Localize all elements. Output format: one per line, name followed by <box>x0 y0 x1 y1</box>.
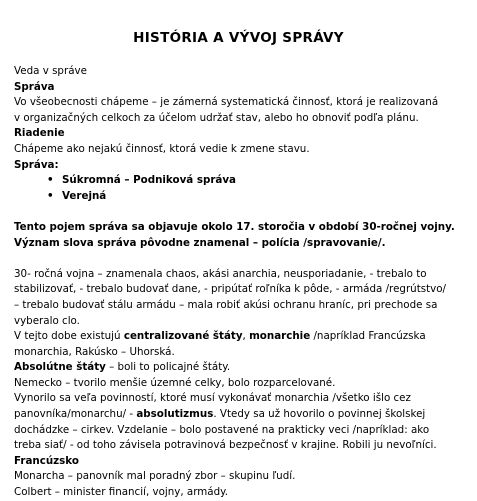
text-line: Veda v správe <box>14 65 87 77</box>
text-line <box>14 407 469 423</box>
text-line: v organizačných celkoch za účelom udržať stav, alebo ho obnoviť podľa plánu. <box>14 111 419 124</box>
text-line: Monarcha – panovník mal poradný zbor – skupinu ľudí. <box>14 470 296 483</box>
text-run: V tejto dobe existujú <box>14 330 124 343</box>
text-line: Nemecko – tvorilo menšie územné celky, bolo rozparcelované. <box>14 376 336 389</box>
text-run-bold: centralizované štáty <box>123 330 243 343</box>
list-item-label: Súkromná – Podniková správa <box>62 174 237 187</box>
list-item <box>14 173 469 189</box>
text-run-bold: absolutizmus <box>136 408 214 421</box>
spacer <box>14 204 469 220</box>
list-item <box>14 189 469 205</box>
text-line <box>14 329 469 345</box>
text-line: vyberalo clo. <box>14 314 80 327</box>
document-title: HISTÓRIA A VÝVOJ SPRÁVY <box>133 30 344 46</box>
text-run: . Vtedy sa už hovorilo o povinnej školskej <box>213 408 426 421</box>
text-line-bold: Význam slova správa pôvodne znamenal – polícia /spravovanie/. <box>14 236 386 249</box>
text-run: – boli to policajné štáty. <box>105 361 231 374</box>
section-heading-sprava: Správa <box>14 80 55 93</box>
section-heading-sprava-types: Správa: <box>14 158 59 171</box>
spacer <box>14 251 469 267</box>
bullet-icon: • <box>47 174 54 187</box>
sprava-types-list <box>14 173 469 204</box>
text-run: , <box>242 330 250 343</box>
text-line: Vo všeobecnosti chápeme – je zámerná systematická činnosť, ktorá je realizovaná <box>14 96 439 109</box>
text-line: stabilizovať, - trebalo budovať dane, - pripútať roľníka k pôde, - armáda /regrútstvo/ <box>14 283 447 296</box>
section-heading-riadenie: Riadenie <box>14 127 65 140</box>
text-line: Colbert – minister financií, vojny, armády. <box>14 486 229 499</box>
text-line-bold: Tento pojem správa sa objavuje okolo 17. storočia v období 30-ročnej vojny. <box>14 220 455 233</box>
document-body <box>14 64 469 501</box>
text-line: Vynorilo sa veľa povinností, ktoré musí vykonávať monarchia /všetko išlo cez <box>14 392 411 405</box>
text-run: panovníka/monarchu/ - <box>14 408 137 421</box>
text-line: treba siať/ - od toho závisela potravinová bezpečnosť v krajine. Robili ju nevoľníci. <box>14 439 437 452</box>
text-line <box>14 360 469 376</box>
text-line: dochádzke – cirkev. Vzdelanie – bolo postavené na prakticky veci /napríklad: ako <box>14 423 430 436</box>
text-run: /napríklad Francúzska <box>310 330 426 343</box>
text-line: Chápeme ako nejakú činnosť, ktorá vedie k zmene stavu. <box>14 142 310 155</box>
text-line: monarchia, Rakúsko – Uhorská. <box>14 345 175 358</box>
list-item-label: Verejná <box>62 189 107 202</box>
text-line: 30- ročná vojna – znamenala chaos, akási anarchia, neusporiadanie, - trebalo to <box>14 267 427 280</box>
text-line: – trebalo budovať stálu armádu – mala robiť akúsi ochranu hraníc, pri prechode sa <box>14 298 438 311</box>
section-heading-francuzsko: Francúzsko <box>14 454 79 467</box>
text-run-bold: Absolútne štáty <box>14 361 106 374</box>
bullet-icon: • <box>47 189 54 202</box>
text-run-bold: monarchie <box>249 330 311 343</box>
